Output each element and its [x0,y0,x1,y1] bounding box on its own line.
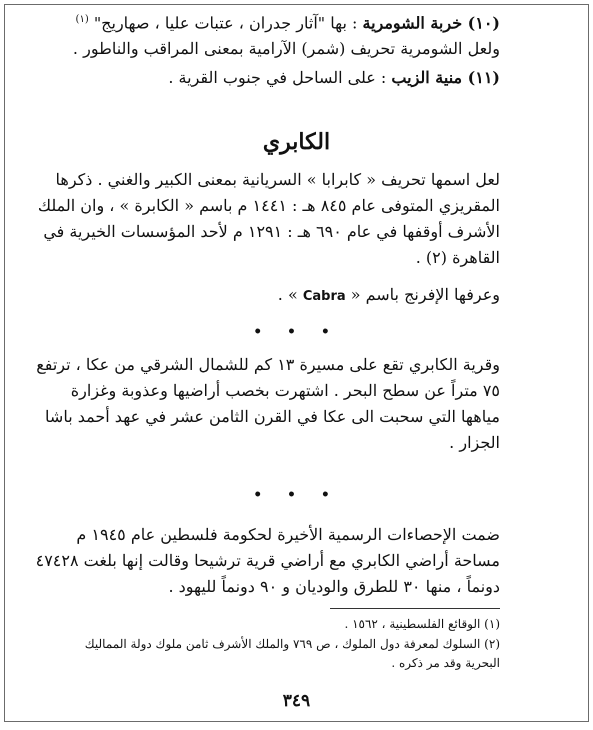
book-page [4,4,589,722]
paragraph-3-line-2: ٧٥ متراً عن سطح البحر . اشتهرت بخصب أراضيها وعذوبة وغزارة [70,381,500,400]
paragraph-1-line-3: الأشرف أوقفها في عام ٦٩٠ هـ : ١٢٩١ م لأحد المؤسسات الخيرية في [43,222,500,241]
paragraph-3-line-4: الجزار . [449,433,500,452]
paragraph-1-line-1: لعل اسمها تحريف « كابرابا » السريانية بمعنى الكبير والغني . ذكرها [55,170,500,189]
entry-11-line [168,70,500,86]
paragraph-4-line-3: دونماً ، منها ٣٠ للطرق والوديان و ٩٠ دونماً لليهود . [168,577,500,596]
footnote-ref: (١) [75,14,89,25]
footnote-1: (١) الوقائع الفلسطينية ، ١٥٦٢ . [344,617,500,631]
separator-2: • • • [253,487,340,503]
paragraph-4-line-1: ضمت الإحصاءات الرسمية الأخيرة لحكومة فلسطين عام ١٩٤٥ م [76,525,500,544]
paragraph-1-line-4: القاهرة (٢) . [415,248,500,267]
paragraph-3-line-1: وقرية الكابري تقع على مسيرة ١٣ كم للشمال الشرقي من عكا ، ترتفع [36,355,500,374]
separator-1: • • • [253,324,340,340]
paragraph-2-suffix: » . [277,285,298,304]
section-title: الكابري [262,129,331,155]
entry-11-title: (١١) منية الزيب [391,68,500,87]
footnote-2: (٢) السلوك لمعرفة دول الملوك ، ص ٧٦٩ والملك الأشرف ثامن ملوك دولة المماليك [84,637,500,651]
paragraph-2-prefix: وعرفها الإفرنج باسم « [350,285,500,304]
paragraph-1-line-2: المقريزي المتوفى عام ٨٤٥ هـ : ١٤٤١ م باسم « الكابرة » ، وان الملك [37,196,500,215]
paragraph-4-line-2: مساحة أراضي الكابري مع أراضي قرية ترشيحا وقالت إنها بلغت ٤٧٤٢٨ [35,551,500,570]
paragraph-2 [278,287,500,303]
footnote-2-cont: البحرية وقد مر ذكره . [391,656,500,670]
entry-10-title: (١٠) خربة الشومرية [362,13,500,33]
entry-10-text: : بها "آثار جدران ، عتبات عليا ، صهاريج" [93,13,358,33]
footnote-rule [330,608,500,609]
paragraph-2-latin: Cabra [302,289,346,304]
entry-10-line [76,15,500,31]
paragraph-3-line-3: مياهها التي سحبت الى عكا في القرن الثامن عشر في عهد أحمد باشا [45,407,500,426]
entry-11-text: : على الساحل في جنوب القرية . [168,68,387,87]
page-number: ٣٤٩ [282,691,311,711]
entry-10-line-2: ولعل الشومرية تحريف (شمر) الآرامية بمعنى المراقب والناطور . [72,39,500,58]
